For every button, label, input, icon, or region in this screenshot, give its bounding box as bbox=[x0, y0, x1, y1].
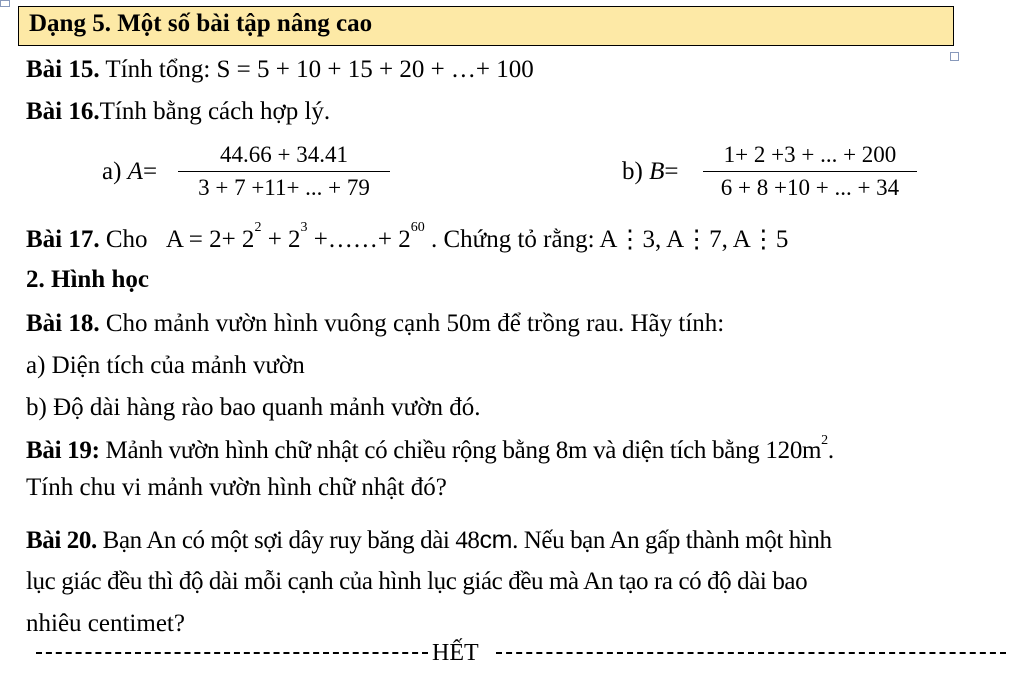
exercise-16 bbox=[26, 98, 330, 126]
section-header-title: Dạng 5. Một số bài tập nâng cao bbox=[29, 10, 373, 37]
exercise-17-exp3: 3 bbox=[300, 220, 308, 235]
footer-end-marker: HẾT bbox=[432, 640, 479, 666]
exercise-20-unit: cm bbox=[479, 526, 513, 554]
exercise-19-label: Bài 19: bbox=[26, 437, 100, 464]
exercise-17-formula-start: A = 2+ 2 bbox=[165, 226, 255, 253]
fraction-16b bbox=[703, 142, 917, 201]
footer-dashes-right bbox=[496, 652, 1006, 654]
exercise-17-divisibility: A⋮3, A⋮7, A⋮5 bbox=[599, 226, 789, 253]
exercise-19-line2: Tính chu vi mảnh vườn hình chữ nhật đó? bbox=[26, 474, 447, 501]
exercise-16a-var: A bbox=[127, 158, 143, 185]
exercise-17-exp60: 60 bbox=[410, 220, 425, 235]
fraction-16b-denominator: 6 + 8 +10 + ... + 34 bbox=[720, 175, 900, 200]
exercise-17-dots: +……+ 2 bbox=[307, 226, 411, 253]
exercise-15-label: Bài 15. bbox=[26, 56, 100, 83]
exercise-19 bbox=[26, 433, 834, 465]
exercise-17-claim: . Chứng tỏ rằng: bbox=[424, 226, 600, 253]
resize-handle-top-left[interactable] bbox=[0, 0, 10, 7]
section-header-box bbox=[18, 6, 954, 46]
section-2-title: 2. Hình học bbox=[26, 266, 149, 293]
exercise-15 bbox=[26, 56, 534, 84]
exercise-15-text: Tính tổng: S = 5 + 10 + 15 + 20 + …+ 100 bbox=[99, 56, 534, 83]
exercise-20-line3: nhiêu centimet? bbox=[26, 610, 185, 637]
exercise-16b-prefix bbox=[622, 158, 678, 186]
fraction-16a-numerator: 44.66 + 34.41 bbox=[220, 142, 348, 167]
exercise-19-exp: 2 bbox=[821, 433, 828, 448]
exercise-16b-prefix-text: b) bbox=[622, 158, 643, 185]
footer-dashes-left bbox=[36, 652, 428, 654]
exercise-20-label: Bài 20. bbox=[26, 527, 97, 554]
exercise-16-label: Bài 16. bbox=[26, 98, 100, 125]
fraction-16a bbox=[178, 142, 390, 201]
exercise-16-text: Tính bằng cách hợp lý. bbox=[99, 98, 331, 125]
exercise-17-cho: Cho bbox=[99, 226, 154, 253]
exercise-20-line1: Bạn An có một sợi dây ruy băng dài 48 bbox=[96, 527, 480, 554]
exercise-16a-prefix-text: a) bbox=[102, 158, 122, 185]
exercise-17-exp2: 2 bbox=[254, 220, 262, 235]
exercise-18 bbox=[26, 310, 724, 338]
exercise-18-text: Cho mảnh vườn hình vuông cạnh 50m để trồng rau. Hãy tính: bbox=[99, 310, 725, 337]
exercise-17-plus1: + 2 bbox=[261, 226, 301, 253]
fraction-16a-denominator: 3 + 7 +11+ ... + 79 bbox=[198, 175, 370, 200]
exercise-20 bbox=[26, 526, 832, 555]
resize-handle-bottom-right[interactable] bbox=[950, 52, 959, 61]
exercise-16b-var: B bbox=[649, 158, 665, 185]
exercise-18-label: Bài 18. bbox=[26, 310, 100, 337]
exercise-17 bbox=[26, 220, 789, 254]
exercise-18b: b) Độ dài hàng rào bao quanh mảnh vườn đó. bbox=[26, 394, 481, 421]
exercise-19-text: Mảnh vườn hình chữ nhật có chiều rộng bằng 8m và diện tích bằng 120m bbox=[99, 437, 822, 464]
exercise-20-line1b: . Nếu bạn An gấp thành một hình bbox=[512, 527, 832, 554]
exercise-16a-prefix bbox=[102, 158, 157, 186]
exercise-19-end: . bbox=[827, 437, 834, 464]
exercise-17-label: Bài 17. bbox=[26, 226, 100, 253]
exercise-20-line2: lục giác đều thì độ dài mỗi cạnh của hình lục giác đều mà An tạo ra có độ dài bao bbox=[26, 568, 808, 595]
exercise-16a-eq: = bbox=[142, 158, 158, 185]
exercise-18a: a) Diện tích của mảnh vườn bbox=[26, 352, 305, 379]
fraction-16b-numerator: 1+ 2 +3 + ... + 200 bbox=[723, 142, 897, 167]
exercise-16b-eq: = bbox=[664, 158, 679, 185]
